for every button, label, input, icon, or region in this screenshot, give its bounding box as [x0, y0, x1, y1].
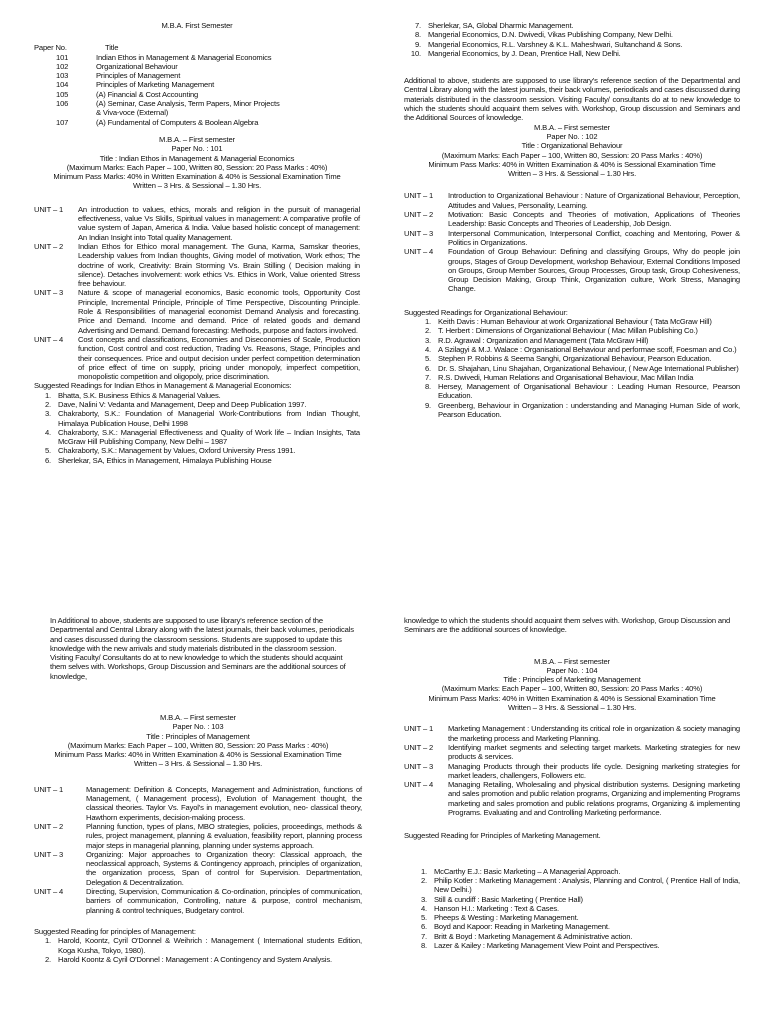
readings-list	[34, 936, 362, 964]
q1-column	[34, 21, 360, 465]
list-item: 2. Philip Kotler : Marketing Management : Analysis, Planning and Control, ( Prentice Hall of India, New Delhi.)	[420, 875, 740, 895]
additional-paragraph: Additional to above, students are supposed to use library's reference section of the Departmental and Central Library along with the latest journals, their back volumes, periodicals and cases discussed during materials distributed in the classroom session. Visiting Faculty/ consultants do at to new knowledge to which the students should acquaint them selves with. Workshop, Group discussion and Seminars and the Additional Sources of knowledge.	[404, 76, 740, 123]
paper-104-units	[404, 724, 740, 817]
unit-block: UNIT – 3 Nature & scope of managerial economics, Basic economic tools, Opportunity Cost Principle, Incremental Principle, Principle of Time Perspective, Discounting Principle. Role & Responsibilities of managerial economist Demand Analysis and forecasting. Price and Demand. Income and demand. Price of related goods and demand Advertising and Demand. Demand forecasting: Methods, purpose and factors involved.	[34, 288, 360, 335]
paper-101-header: M.B.A. – First semester Paper No. : 101 Title : Indian Ethos in Management & Managerial Economics (Maximum Marks: Each Paper – 100, Written 80, Session: 20 Pass Marks : 40%) Minimum Pass Marks: 40% in Written Examination & 40% is Sessional Examination Time Written – 3 Hrs. & Sessional – 1.30 Hrs.	[53, 134, 341, 191]
list-item: 5. Pheeps & Westing : Marketing Management.	[420, 913, 579, 923]
continued-paragraph: knowledge to which the students should acquaint them selves with. Workshop, Group Discussion and Seminars are the additional sources of knowledge.	[404, 616, 731, 635]
paper-row: 106 (A) Seminar, Case Analysis, Term Papers, Minor Projects	[56, 99, 280, 109]
list-item: 7. R.S. Dwivedi, Human Relations and Organisational Behaviour, Mac Millan India	[424, 372, 694, 382]
paper-row: 101 Indian Ethos in Management & Managerial Economics	[56, 52, 272, 62]
paper-row-cont: & Viva-voce (External)	[96, 108, 169, 118]
unit-block: UNIT – 1 Management: Definition & Concepts, Management and Administration, functions of Management, ( Management process), Evolution of Management thought, the classical theories. Taylor Vs. Fayol's in management evolution, neo- classical theory, Hawthorn experiments, decision-making process.	[34, 784, 362, 822]
readings-title: Suggested Reading for principles of Management:	[34, 926, 196, 936]
unit-block: UNIT – 4 Directing, Supervision, Communication & Co-ordination, principles of communication, barriers of communication, Controlling, nature & purpose, control mechanism, planning & control techniques, Budgetary control.	[34, 887, 362, 915]
paper-101-units	[34, 205, 360, 382]
list-item: 9. Mangerial Economics, R.L. Varshney & K.L. Maheshwari, Sultanchand & Sons.	[414, 39, 683, 49]
readings-list-continued	[404, 21, 740, 58]
list-item: 3. Still & cundiff : Basic Marketing ( Prentice Hall)	[420, 894, 583, 904]
unit-block: UNIT – 2 Planning function, types of plans, MBO strategies, policies, proceedings, methods & rules, project management, planning & evaluation, feasibility report, planning process major steps in managerial planning, planning under systems approach.	[34, 821, 362, 850]
unit-block: UNIT – 4 Foundation of Group Behaviour: Defining and classifying Groups, Why do people join groups, Stages of Group Development, workshop Behaviour, External Conditions Imposed on Groups, Group Member Sources, Group Processes, Group task, Group Cohesiveness, Group Decision Making, Group Think, Organization culture, Work Stress, Managing Change.	[404, 247, 740, 294]
list-item: 4. Chakraborty, S.K.: Managerial Effectiveness and Quality of Work life – Indian Insights, Tata McGraw Hill Publishing Company, New Delhi – 1987	[44, 427, 360, 447]
paper-row: 104 Principles of Marketing Management	[56, 80, 215, 90]
unit-block: UNIT – 2 Identifying market segments and selecting target markets. Marketing strategies for new products & services.	[404, 742, 740, 762]
list-item: 9. Greenberg, Behaviour in Organization : understanding and Managing Human Side of work, Pearson Education.	[424, 400, 740, 419]
list-item: 8. Hersey, Management of Organisational Behaviour : Leading Human Resource, Pearson Education.	[424, 382, 740, 401]
list-item: 4. Hanson H.I.: Marketing : Text & Cases.	[420, 903, 559, 913]
readings-list	[404, 867, 740, 951]
list-item: 5. Chakraborty, S.K.: Management by Values, Oxford University Press 1991.	[44, 446, 296, 456]
paper-103-units	[34, 785, 362, 915]
paper-102-header: M.B.A. – First semester Paper No. : 102 Title : Organizational Behaviour (Maximum Marks: Each Paper – 100, Written 80, Session: 20 Pass Marks : 40%) Minimum Pass Marks: 40% in Written Examination & 40% is Sessional Examination Time Written – 3 Hrs. & Sessional – 1.30 Hrs.	[428, 122, 716, 179]
q1-heading: M.B.A. First Semester	[161, 21, 233, 30]
list-item: 7. Britt & Boyd : Marketing Management & Administrative action.	[420, 931, 633, 941]
unit-block: UNIT – 3 Organizing: Major approaches to Organization theory: Classical approach, the neoclassical approach, Systems & Contingency approach, principles of organization, the organization process, Span of control for Supervision. Departmentation, Delegation & Decentralization.	[34, 849, 362, 887]
list-item: 3. Chakraborty, S.K.: Foundation of Managerial Work-Contributions from Indian Thought, Himalaya Publication House, Delhi 1998	[44, 409, 360, 428]
q3-column	[50, 616, 360, 681]
paper-row: 107 (A) Fundamental of Computers & Boolean Algebra	[56, 117, 259, 127]
list-item: 1. Bhatta, S.K. Business Ethics & Managerial Values.	[44, 390, 221, 400]
paper-104-header: M.B.A. – First semester Paper No. : 104 Title : Principles of Marketing Management (Maximum Marks: Each Paper – 100, Written 80, Session: 20 Pass Marks : 40%) Minimum Pass Marks: 40% in Written Examination & 40% is Sessional Examination Time Written – 3 Hrs. & Sessional – 1.30 Hrs.	[428, 656, 716, 713]
list-item: 4. A Szilagyi & M.J. Walace : Organisational Behaviour and performae scoff, Foesman and Co.)	[424, 344, 737, 354]
additional-paragraph: In Additional to above, students are supposed to use library's reference section of the Departmental and Central Library along with the latest journals, their back volumes, periodicals and cases discussed during the classroom sessions. Students are supposed to update this knowledge with the new arrivals and study materials distributed in the classroom session. Visiting Faculty/ Consultants do at to new knowledge to which the students should acquaint them selves with. Workshops, Group Discussion and Seminars are the additional sources of knowledge,	[50, 616, 354, 681]
readings-title: Suggested Reading for Principles of Marketing Management.	[404, 831, 601, 841]
readings-list	[34, 391, 360, 465]
paper-row: 105 (A) Financial & Cost Accounting	[56, 89, 199, 99]
unit-block: UNIT – 3 Managing Products through their products life cycle. Designing marketing strategies for market leaders, challengers, Followers etc.	[404, 761, 740, 780]
list-item: 2. T. Herbert : Dimensions of Organizational Behaviour ( Mac Millan Publishing Co.)	[424, 326, 698, 336]
list-item: 8. Mangerial Economics, D.N. Dwivedi, Vikas Publishing Company, New Delhi.	[414, 30, 673, 40]
list-item: 1. McCarthy E.J.: Basic Marketing – A Managerial Approach.	[420, 866, 621, 876]
unit-block: UNIT – 1 Marketing Management : Understanding its critical role in organization & society managing the marketing process and Marketing Planning.	[404, 724, 740, 743]
unit-block: UNIT – 1 Introduction to Organizational Behaviour : Nature of Organizational Behaviour, Perception, Attitudes and Values, Personality, Learning.	[404, 191, 740, 210]
unit-block: UNIT – 2 Motivation: Basic Concepts and Theories of motivation, Applications of Theories Leadership: Basic Concepts and Theories of Leadership, Job Design.	[404, 210, 740, 229]
list-item: 7. Sherlekar, SA, Global Dharmic Management.	[414, 21, 574, 30]
paper-no-header: Paper No.	[34, 43, 67, 53]
q4-column	[404, 616, 740, 950]
q3-syllabus	[34, 713, 362, 964]
unit-block: UNIT – 3 Interpersonal Communication, Interpersonal Conflict, coaching and Mentoring, Power & Politics in Organizations.	[404, 228, 740, 247]
readings-title: Suggested Readings for Indian Ethos in Management & Managerial Economics:	[34, 381, 292, 391]
readings-list	[404, 317, 740, 419]
q2-column	[404, 21, 740, 419]
list-item: 6. Dr. S. Shajahan, Linu Shajahan, Organizational Behaviour, ( New Age International Publisher)	[424, 363, 739, 373]
list-item: 6. Boyd and Kapoor: Reading in Marketing Management.	[420, 922, 610, 932]
list-item: 6. Sherlekar, SA, Ethics in Management, Himalaya Publishing House	[44, 455, 272, 465]
list-item: 5. Stephen P. Robbins & Seema Sanghi, Organizational Behaviour, Pearson Education.	[424, 354, 712, 364]
paper-102-units	[404, 191, 740, 293]
paper-103-header: M.B.A. – First semester Paper No. : 103 Title : Principles of Management (Maximum Marks: Each Paper – 100, Written 80, Session: 20 Pass Marks : 40%) Minimum Pass Marks: 40% in Written Examination & 40% is Sessional Examination Time Written – 3 Hrs. & Sessional – 1.30 Hrs.	[54, 713, 342, 769]
list-item: 8. Lazer & Kailey : Marketing Management View Point and Perspectives.	[420, 941, 660, 951]
list-item: 1. Keith Davis : Human Behaviour at work Organizational Behaviour ( Tata McGraw Hill)	[424, 317, 712, 327]
paper-table	[34, 53, 360, 127]
title-header: Title	[105, 43, 119, 53]
readings-title: Suggested Readings for Organizational Behaviour:	[404, 307, 568, 317]
list-item: 2. Dave, Nalini V: Vedanta and Management, Deep and Deep Publication 1997.	[44, 399, 307, 409]
paper-row: 102 Organizational Behaviour	[56, 61, 178, 71]
list-item: 2. Harold Koontz & Cyril O'Donnel : Management : A Contingency and System Analysis.	[44, 954, 332, 964]
list-item: 1. Harold, Koontz, Cyril O'Donnel & Weihrich : Management ( International students Edition, Koga Kusha, Tokyo, 1980).	[44, 936, 362, 955]
unit-block: UNIT – 4 Cost concepts and classifications, Economies and Diseconomies of Scale, Production function, Cost control and cost reduction, Trading Vs. Reasons, Stage, Principles and their consequences. Price and output decision under perfect competition determination of price effect of time on supply, pricing under monopoly, imperfect competition, monopolistic competition and oligopoly, price discrimination.	[34, 334, 360, 382]
unit-block: UNIT – 1 An introduction to values, ethics, morals and religion in the pursuit of managerial effectiveness, value Vs Skills, Spiritual values in management: A comparative profile of value system of Japan, America & India. Value based holistic concept of management: An Indian Insight into Total quality Management.	[34, 204, 360, 242]
paper-table-header	[34, 43, 360, 52]
unit-block: UNIT – 2 Indian Ethos for Ethico moral management. The Guna, Karma, Samskar theories, Leadership values from Indian thoughts, Giving model of motivation, Work ethos; The doctrine of work, Creativity: Brain Storming Vs. Brain Stilling ( Decision making in silence). Detaches involvement: work ethics Vs. Ethics in Work, Value oriented Stress free behaviour.	[34, 241, 360, 289]
list-item: 10. Mangerial Economics, by J. Dean, Prentice Hall, New Delhi.	[410, 48, 621, 58]
paper-row: 103 Principles of Management	[56, 71, 181, 81]
unit-block: UNIT – 4 Managing Retailing, Wholesaling and physical distribution systems. Designing marketing and sales promotion and public relation programs, Organizing and implementing Programs marketing and sales promotion and public relations programs, Organizing & implementing Programs. Evaluating and and Controlling Marketing performance.	[404, 780, 740, 818]
list-item: 3. R.D. Agrawal : Organization and Management (Tata McGraw Hill)	[424, 335, 649, 345]
